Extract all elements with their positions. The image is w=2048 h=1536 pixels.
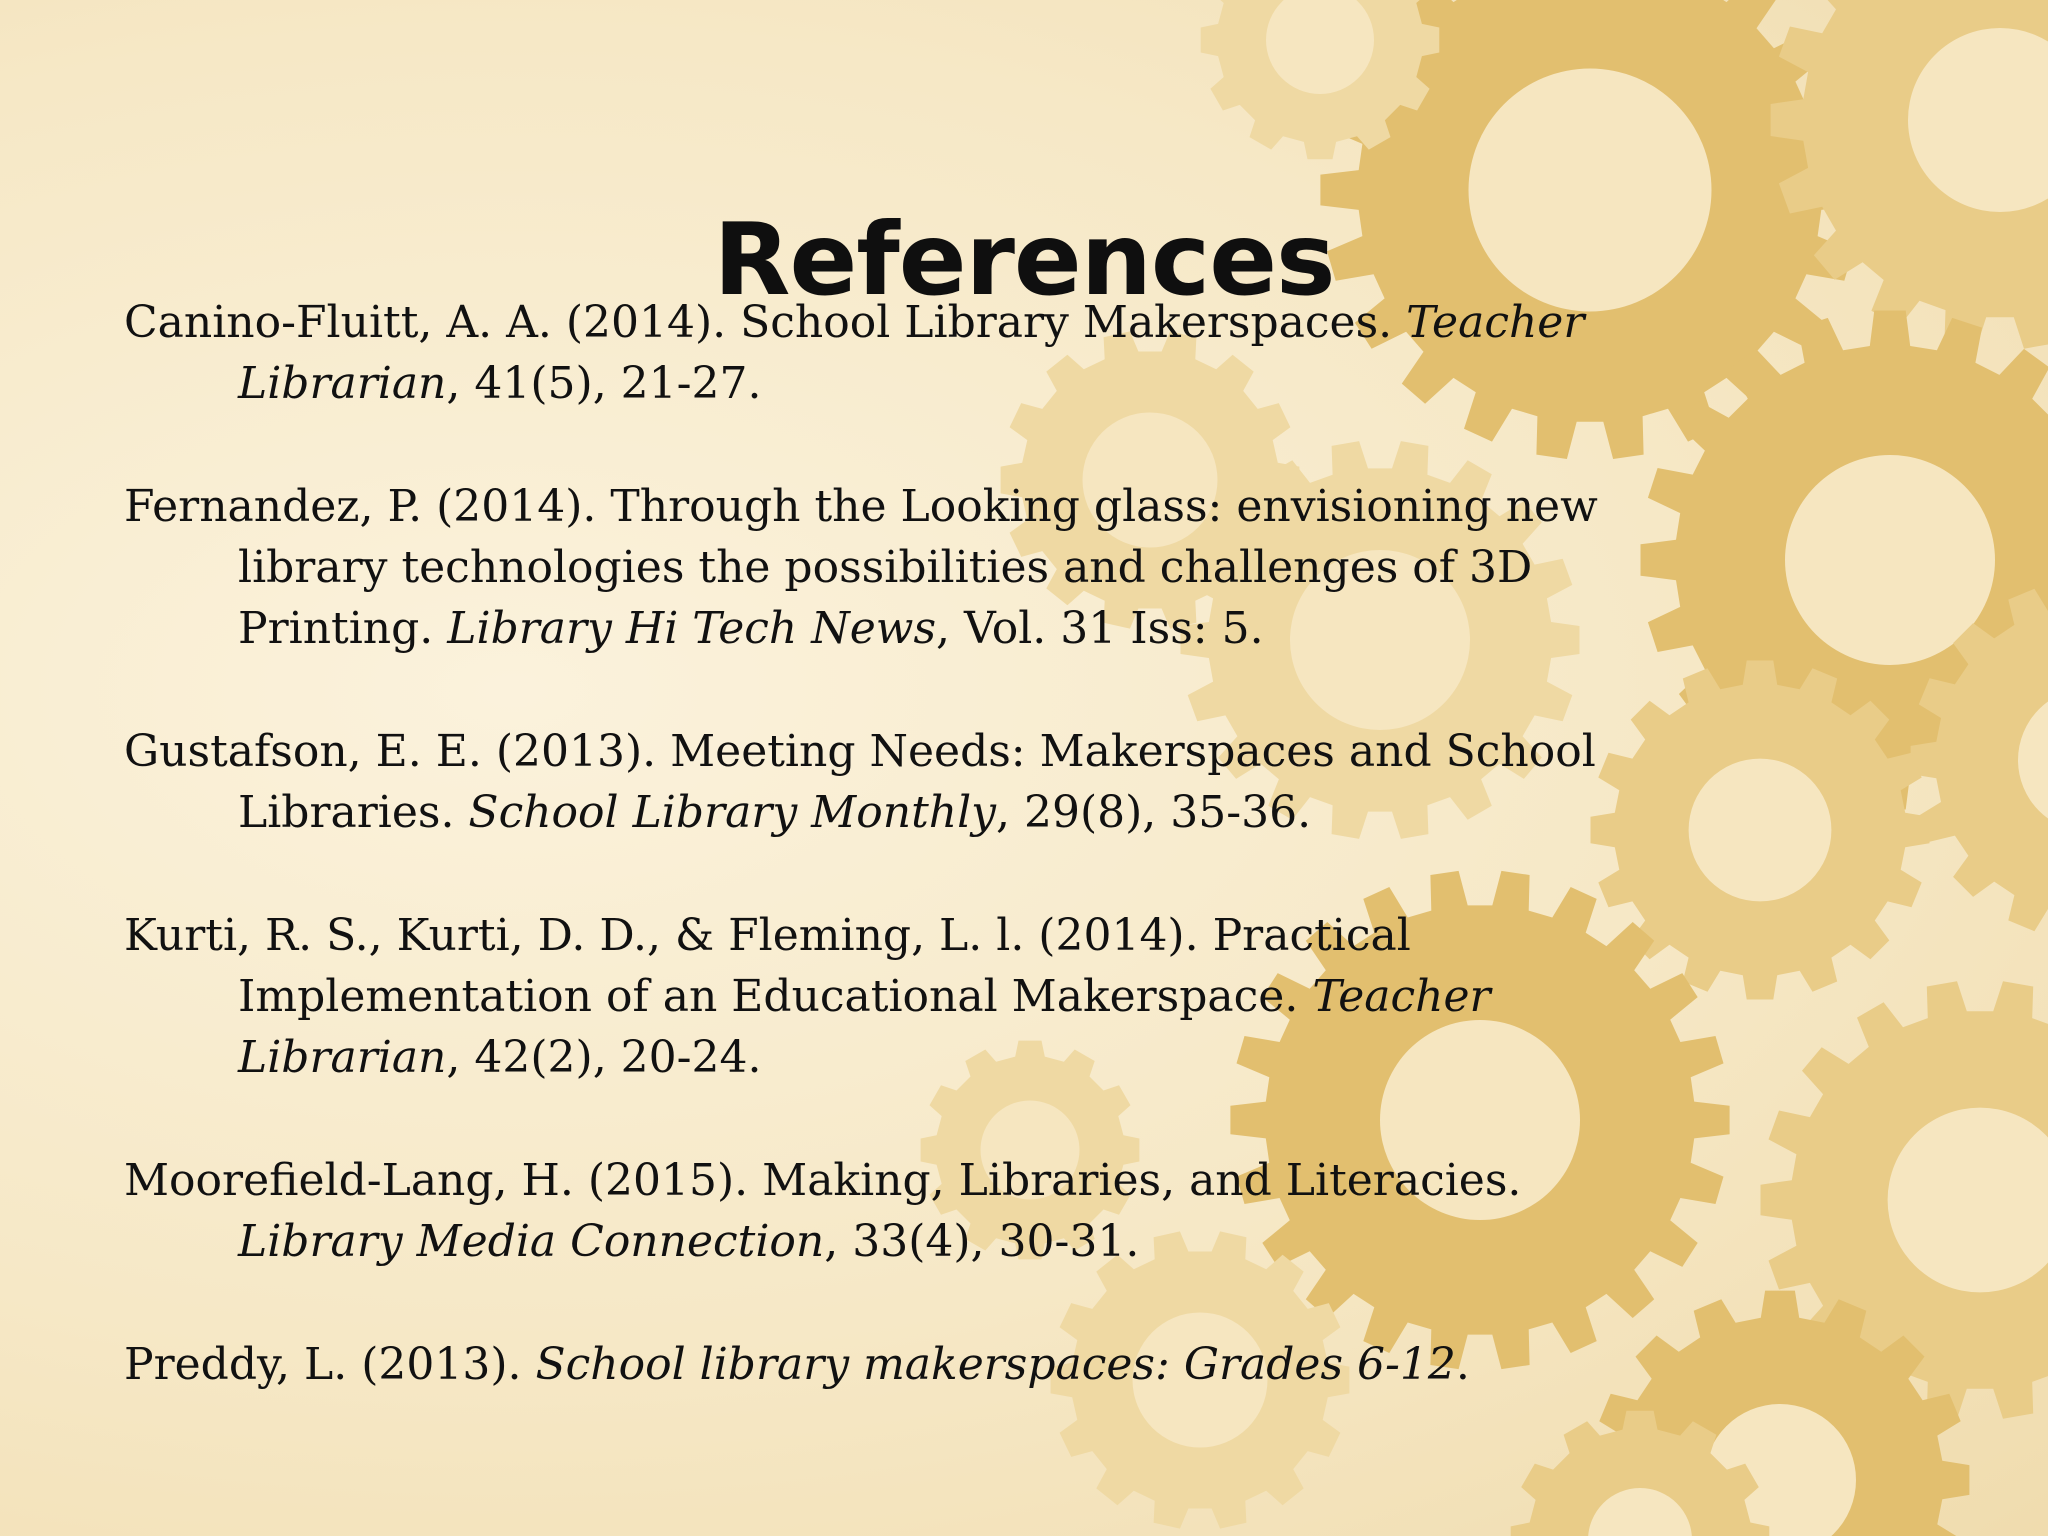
reference-lead: Canino-Fluitt, A. A. (2014). School Library Makerspaces.	[124, 297, 1407, 348]
reference-lead: Preddy, L. (2013).	[124, 1339, 536, 1390]
reference-tail: , 33(4), 30-31.	[824, 1216, 1140, 1267]
reference-source: School library makerspaces: Grades 6-12	[535, 1339, 1456, 1390]
reference-item	[124, 905, 1684, 1088]
reference-item	[124, 1334, 1684, 1395]
reference-source: School Library Monthly	[468, 787, 997, 838]
reference-item	[124, 476, 1684, 659]
reference-list	[124, 292, 1684, 1457]
reference-lead: Moorefield-Lang, H. (2015). Making, Libraries, and Literacies.	[124, 1155, 1522, 1206]
reference-source: Library Hi Tech News	[447, 603, 937, 654]
reference-source: Teacher Librarian	[238, 971, 1491, 1083]
reference-tail: , 29(8), 35-36.	[996, 787, 1312, 838]
reference-tail: .	[1455, 1339, 1470, 1390]
reference-item	[124, 292, 1684, 414]
reference-source: Teacher Librarian	[238, 297, 1585, 409]
reference-lead: Kurti, R. S., Kurti, D. D., & Fleming, L. l. (2014). Practical Implementation of an Educational Makerspace.	[124, 910, 1411, 1022]
reference-source: Library Media Connection	[238, 1216, 825, 1267]
reference-lead: Fernandez, P. (2014). Through the Looking glass: envisioning new library technologies the possibilities and challenges of 3D Printing.	[124, 481, 1598, 654]
reference-tail: , 41(5), 21-27.	[446, 358, 762, 409]
reference-item	[124, 721, 1684, 843]
reference-tail: , Vol. 31 Iss: 5.	[936, 603, 1264, 654]
reference-tail: , 42(2), 20-24.	[446, 1032, 762, 1083]
reference-lead: Gustafson, E. E. (2013). Meeting Needs: Makerspaces and School Libraries.	[124, 726, 1596, 838]
reference-item	[124, 1150, 1684, 1272]
page-title: References	[713, 201, 1335, 318]
